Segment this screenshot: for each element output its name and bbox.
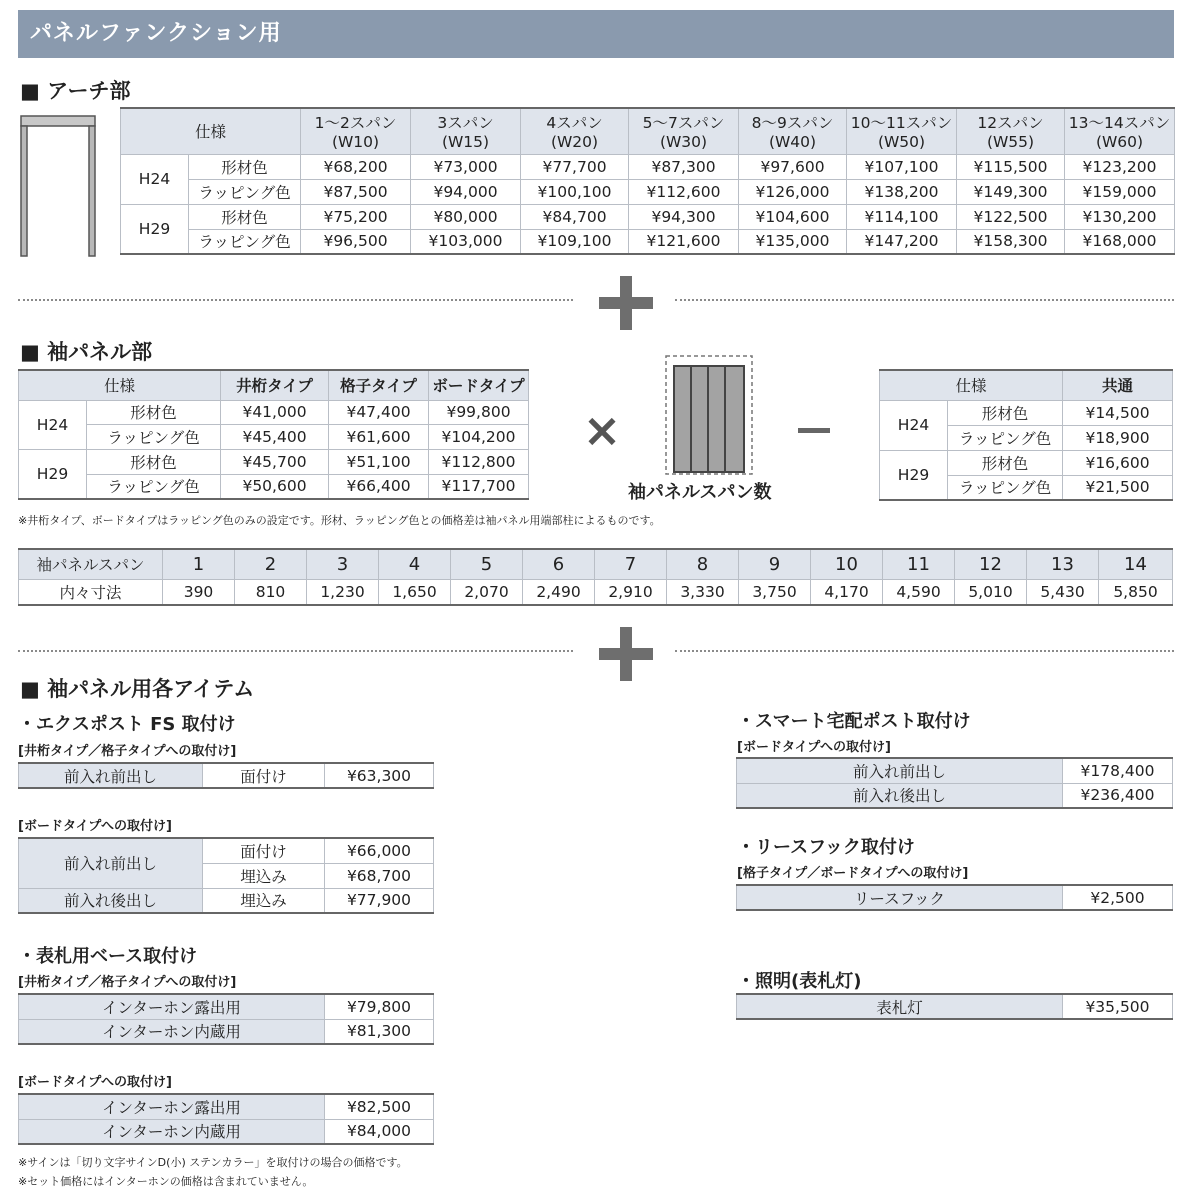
dim-cell: 810 <box>235 579 307 605</box>
wreath-hook-title: ・リースフック取付け <box>737 837 915 858</box>
dim-cell: 1,230 <box>307 579 379 605</box>
price-cell: ¥63,300 <box>325 763 434 788</box>
expost-bracket-b: [ボードタイプへの取付け] <box>18 819 172 834</box>
item-name-cell: インターホン露出用 <box>19 994 325 1019</box>
height-label: H29 <box>880 450 948 500</box>
items-section-title: ■ 袖パネル用各アイテム <box>20 677 255 701</box>
price-cell: ¥77,700 <box>521 154 629 179</box>
price-cell: ¥117,700 <box>429 474 529 499</box>
price-cell: ¥147,200 <box>847 229 957 254</box>
price-cell: ¥104,600 <box>739 204 847 229</box>
span-cell: 11 <box>883 549 955 579</box>
expost-table-a <box>18 762 434 789</box>
price-cell: ¥79,800 <box>325 994 434 1019</box>
span-cell: 13 <box>1027 549 1099 579</box>
smart-post-title: ・スマート宅配ポスト取付け <box>737 711 971 732</box>
price-cell: ¥87,500 <box>301 179 411 204</box>
page-banner: パネルファンクション用 <box>18 10 1174 58</box>
price-cell: ¥96,500 <box>301 229 411 254</box>
lighting-title: ・照明(表札灯) <box>737 971 862 992</box>
arch-price-table <box>120 107 1175 255</box>
nameplate-table-b <box>18 1093 434 1145</box>
price-cell: ¥41,000 <box>221 400 329 424</box>
dim-row-label: 内々寸法 <box>19 579 163 605</box>
item-name-cell: 表札灯 <box>737 994 1063 1019</box>
price-cell: ¥84,700 <box>521 204 629 229</box>
finish-label: 形材色 <box>948 400 1063 425</box>
span-cell: 2 <box>235 549 307 579</box>
span-cell: 5 <box>451 549 523 579</box>
span-count-caption: 袖パネルスパン数 <box>628 482 772 503</box>
common-price-table <box>879 369 1173 501</box>
nameplate-bracket-a: [井桁タイプ／格子タイプへの取付け] <box>18 975 237 990</box>
plus-icon <box>599 627 653 681</box>
price-cell: ¥149,300 <box>957 179 1065 204</box>
price-cell: ¥47,400 <box>329 400 429 424</box>
item-name-cell: 前入れ後出し <box>737 783 1063 808</box>
dim-cell: 4,170 <box>811 579 883 605</box>
price-cell: ¥82,500 <box>325 1094 434 1119</box>
price-cell: ¥121,600 <box>629 229 739 254</box>
dim-cell: 2,910 <box>595 579 667 605</box>
price-cell: ¥126,000 <box>739 179 847 204</box>
price-cell: ¥130,200 <box>1065 204 1175 229</box>
price-cell: ¥168,000 <box>1065 229 1175 254</box>
times-sign: × <box>582 403 622 457</box>
wreath-hook-bracket: [格子タイプ／ボードタイプへの取付け] <box>737 866 969 881</box>
height-label: H24 <box>19 400 87 449</box>
lighting-table <box>736 993 1173 1020</box>
price-cell: ¥45,400 <box>221 424 329 449</box>
height-label: H29 <box>121 204 189 254</box>
arch-col-header: 12スパン (W55) <box>957 108 1065 154</box>
price-cell: ¥50,600 <box>221 474 329 499</box>
method-cell: 面付け <box>203 763 325 788</box>
arch-col-header: 10〜11スパン (W50) <box>847 108 957 154</box>
dim-cell: 3,330 <box>667 579 739 605</box>
span-cell: 7 <box>595 549 667 579</box>
method-cell: 埋込み <box>203 863 325 888</box>
sleeve-panel-illustration <box>664 354 754 476</box>
finish-label: ラッピング色 <box>189 229 301 254</box>
dim-cell: 3,750 <box>739 579 811 605</box>
smart-post-table <box>736 757 1173 809</box>
price-cell: ¥94,300 <box>629 204 739 229</box>
dim-cell: 5,850 <box>1099 579 1173 605</box>
finish-label: 形材色 <box>948 450 1063 475</box>
arch-illustration <box>18 113 96 258</box>
span-cell: 10 <box>811 549 883 579</box>
sleeve-spec-header: 仕様 <box>19 370 221 400</box>
price-cell: ¥51,100 <box>329 449 429 474</box>
item-name-cell: インターホン内蔵用 <box>19 1119 325 1144</box>
item-name-cell: 前入れ前出し <box>19 763 203 788</box>
price-cell: ¥61,600 <box>329 424 429 449</box>
dim-cell: 2,070 <box>451 579 523 605</box>
item-name-cell: 前入れ前出し <box>19 838 203 888</box>
dotted-divider <box>675 650 1174 652</box>
plus-icon <box>599 276 653 330</box>
nameplate-note-1: ※サインは「切り文字サインD(小) ステンカラー」を取付けの場合の価格です。 <box>18 1156 408 1169</box>
price-cell: ¥99,800 <box>429 400 529 424</box>
dotted-divider <box>675 299 1174 301</box>
nameplate-table-a <box>18 993 434 1045</box>
span-cell: 8 <box>667 549 739 579</box>
price-cell: ¥77,900 <box>325 888 434 913</box>
finish-label: ラッピング色 <box>87 474 221 499</box>
finish-label: 形材色 <box>189 204 301 229</box>
price-cell: ¥100,100 <box>521 179 629 204</box>
price-cell: ¥68,700 <box>325 863 434 888</box>
span-cell: 6 <box>523 549 595 579</box>
dim-cell: 2,490 <box>523 579 595 605</box>
item-name-cell: インターホン露出用 <box>19 1094 325 1119</box>
item-name-cell: リースフック <box>737 885 1063 910</box>
price-cell: ¥35,500 <box>1063 994 1173 1019</box>
price-cell: ¥104,200 <box>429 424 529 449</box>
finish-label: 形材色 <box>87 449 221 474</box>
span-cell: 14 <box>1099 549 1173 579</box>
method-cell: 埋込み <box>203 888 325 913</box>
item-name-cell: 前入れ後出し <box>19 888 203 913</box>
nameplate-bracket-b: [ボードタイプへの取付け] <box>18 1075 172 1090</box>
common-spec-header: 仕様 <box>880 370 1063 400</box>
finish-label: ラッピング色 <box>189 179 301 204</box>
dim-cell: 5,430 <box>1027 579 1099 605</box>
arch-col-header: 4スパン (W20) <box>521 108 629 154</box>
price-cell: ¥236,400 <box>1063 783 1173 808</box>
expost-table-b <box>18 837 434 914</box>
price-cell: ¥112,800 <box>429 449 529 474</box>
span-cell: 3 <box>307 549 379 579</box>
sleeve-price-table <box>18 369 529 500</box>
method-cell: 面付け <box>203 838 325 863</box>
dim-cell: 4,590 <box>883 579 955 605</box>
price-cell: ¥158,300 <box>957 229 1065 254</box>
price-cell: ¥112,600 <box>629 179 739 204</box>
arch-spec-header: 仕様 <box>121 108 301 154</box>
price-cell: ¥138,200 <box>847 179 957 204</box>
minus-icon <box>798 428 830 433</box>
price-cell: ¥68,200 <box>301 154 411 179</box>
finish-label: 形材色 <box>189 154 301 179</box>
price-cell: ¥2,500 <box>1063 885 1173 910</box>
arch-col-header: 8〜9スパン (W40) <box>739 108 847 154</box>
nameplate-note-2: ※セット価格にはインターホンの価格は含まれていません。 <box>18 1175 314 1188</box>
height-label: H29 <box>19 449 87 499</box>
price-cell: ¥123,200 <box>1065 154 1175 179</box>
sleeve-section-title: ■ 袖パネル部 <box>20 340 153 364</box>
sleeve-col-header: 井桁タイプ <box>221 370 329 400</box>
price-cell: ¥73,000 <box>411 154 521 179</box>
price-cell: ¥94,000 <box>411 179 521 204</box>
expost-bracket-a: [井桁タイプ／格子タイプへの取付け] <box>18 744 237 759</box>
arch-col-header: 1〜2スパン (W10) <box>301 108 411 154</box>
price-cell: ¥103,000 <box>411 229 521 254</box>
span-cell: 4 <box>379 549 451 579</box>
price-cell: ¥109,100 <box>521 229 629 254</box>
price-cell: ¥66,000 <box>325 838 434 863</box>
dim-cell: 390 <box>163 579 235 605</box>
arch-col-header: 13〜14スパン (W60) <box>1065 108 1175 154</box>
arch-col-header: 3スパン (W15) <box>411 108 521 154</box>
price-cell: ¥135,000 <box>739 229 847 254</box>
expost-title: ・エクスポスト FS 取付け <box>18 714 236 735</box>
price-cell: ¥122,500 <box>957 204 1065 229</box>
price-cell: ¥107,100 <box>847 154 957 179</box>
sleeve-note: ※井桁タイプ、ボードタイプはラッピング色のみの設定です。形材、ラッピング色との価格差は袖パネル用端部柱によるものです。 <box>18 514 661 527</box>
sleeve-col-header: 格子タイプ <box>329 370 429 400</box>
height-label: H24 <box>121 154 189 204</box>
item-name-cell: インターホン内蔵用 <box>19 1019 325 1044</box>
price-cell: ¥45,700 <box>221 449 329 474</box>
arch-col-header: 5〜7スパン (W30) <box>629 108 739 154</box>
dotted-divider <box>18 299 573 301</box>
price-cell: ¥80,000 <box>411 204 521 229</box>
arch-section-title: ■ アーチ部 <box>20 79 131 103</box>
price-cell: ¥84,000 <box>325 1119 434 1144</box>
price-cell: ¥178,400 <box>1063 758 1173 783</box>
price-cell: ¥16,600 <box>1063 450 1173 475</box>
price-cell: ¥75,200 <box>301 204 411 229</box>
price-cell: ¥14,500 <box>1063 400 1173 425</box>
span-cell: 1 <box>163 549 235 579</box>
span-row-label: 袖パネルスパン <box>19 549 163 579</box>
price-cell: ¥66,400 <box>329 474 429 499</box>
nameplate-title: ・表札用ベース取付け <box>18 946 198 967</box>
dotted-divider <box>18 650 573 652</box>
price-cell: ¥115,500 <box>957 154 1065 179</box>
price-cell: ¥18,900 <box>1063 425 1173 450</box>
span-cell: 12 <box>955 549 1027 579</box>
price-cell: ¥21,500 <box>1063 475 1173 500</box>
span-dimension-table <box>18 548 1173 606</box>
height-label: H24 <box>880 400 948 450</box>
finish-label: ラッピング色 <box>87 424 221 449</box>
item-name-cell: 前入れ前出し <box>737 758 1063 783</box>
finish-label: ラッピング色 <box>948 425 1063 450</box>
finish-label: 形材色 <box>87 400 221 424</box>
span-cell: 9 <box>739 549 811 579</box>
price-cell: ¥159,000 <box>1065 179 1175 204</box>
price-cell: ¥81,300 <box>325 1019 434 1044</box>
common-col-header: 共通 <box>1063 370 1173 400</box>
price-cell: ¥97,600 <box>739 154 847 179</box>
wreath-hook-table <box>736 884 1173 911</box>
price-cell: ¥114,100 <box>847 204 957 229</box>
dim-cell: 5,010 <box>955 579 1027 605</box>
finish-label: ラッピング色 <box>948 475 1063 500</box>
price-cell: ¥87,300 <box>629 154 739 179</box>
smart-post-bracket: [ボードタイプへの取付け] <box>737 740 891 755</box>
sleeve-col-header: ボードタイプ <box>429 370 529 400</box>
dim-cell: 1,650 <box>379 579 451 605</box>
